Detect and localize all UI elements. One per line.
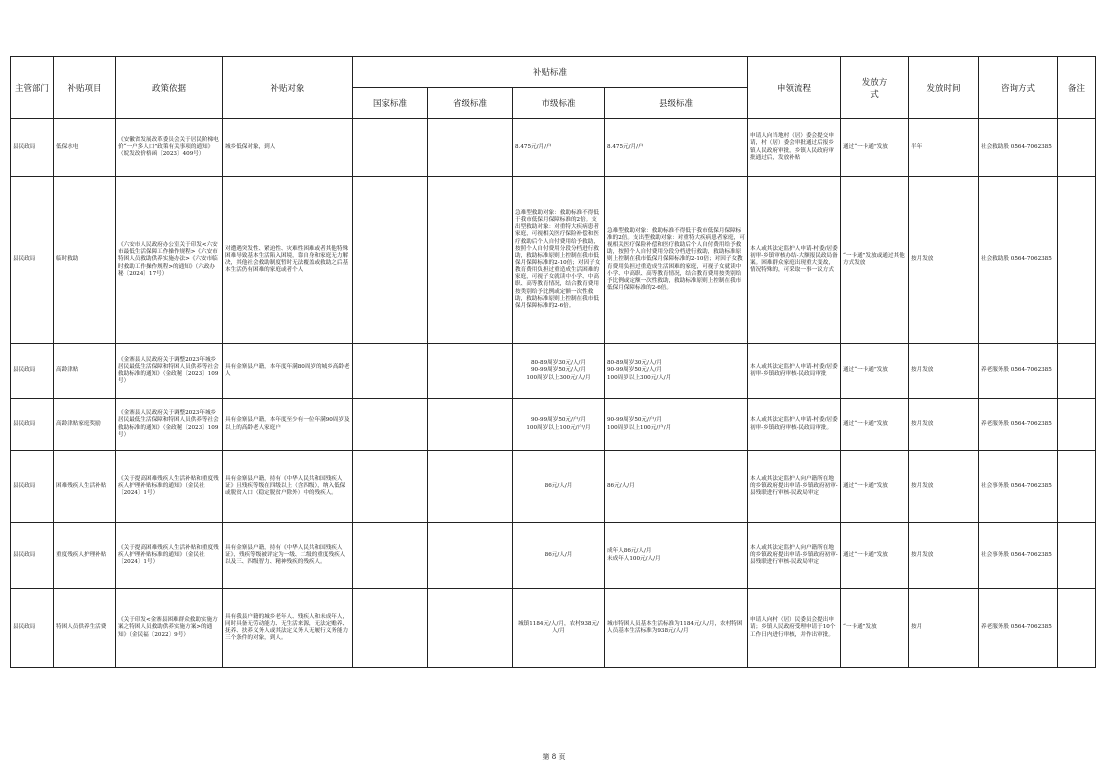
header-dept: 主管部门 [11,57,54,119]
cell-consult: 养老服务股 0564-7062385 [979,589,1058,668]
cell-city: 86元/人/月 [513,451,605,523]
cell-policy: 《六安市人民政府办公室关于印发<六安市最低生活保障工作操作规程>《六安市特困人员救助供养实施办法>《六安市临时救助工作操作规程>的通知》（六政办秘〔2024〕17号） [116,177,223,344]
cell-national [353,523,428,589]
cell-method: 通过“一卡通”发放 [841,399,909,451]
cell-county: 8.475元/月/户 [605,119,748,177]
cell-note [1058,451,1096,523]
cell-dept: 县民政局 [11,119,54,177]
cell-national [353,177,428,344]
table-row [11,399,1096,451]
cell-consult: 社会事务股 0564-7062385 [979,451,1058,523]
cell-note [1058,119,1096,177]
cell-policy: 《关于提高困难残疾人生活补贴和重度残疾人护理补贴标准的通知》（金民社〔2024〕1号） [116,451,223,523]
table-row [11,523,1096,589]
header-county: 县级标准 [605,88,748,119]
cell-national [353,451,428,523]
cell-time: 按月发放 [909,177,979,344]
cell-dept: 县民政局 [11,523,54,589]
cell-provincial [428,523,513,589]
cell-county: 城市特困人员基本生活标准为1184元/人/月，农村特困人员基本生活标准为938元/人/月 [605,589,748,668]
header-note: 备注 [1058,57,1096,119]
cell-method: 通过“一卡通”发放 [841,523,909,589]
cell-method: 通过“一卡通”发放 [841,451,909,523]
cell-item: 低保水电 [54,119,116,177]
cell-note [1058,344,1096,399]
cell-consult: 养老服务股 0564-7062385 [979,399,1058,451]
cell-city: 城镇1184元/人/月，农村938元/人/月 [513,589,605,668]
cell-county: 90-99周岁50元/户/月 100周岁以上100元/户/月 [605,399,748,451]
cell-method: “一卡通”发放或通过其他方式发放 [841,177,909,344]
cell-item: 特困人员供养生活费 [54,589,116,668]
cell-city: 90-99周岁50元/户/月 100周岁以上100元/户/月 [513,399,605,451]
cell-target: 具有金寨县户籍，本年度年满80周岁的城乡高龄老人 [223,344,353,399]
cell-county: 86元/人/月 [605,451,748,523]
cell-time: 按月发放 [909,344,979,399]
cell-national [353,344,428,399]
header-national: 国家标准 [353,88,428,119]
cell-target: 城乡低保对象，到人 [223,119,353,177]
cell-time: 按月发放 [909,451,979,523]
header-provincial: 省级标准 [428,88,513,119]
cell-city: 8.475元/月/户 [513,119,605,177]
table-row [11,177,1096,344]
cell-target: 具有金寨县户籍，本年度至少有一位年满90周岁及以上的高龄老人家庭户 [223,399,353,451]
cell-provincial [428,177,513,344]
cell-consult: 养老服务股 0564-7062385 [979,344,1058,399]
header-target: 补贴对象 [223,57,353,119]
cell-provincial [428,451,513,523]
cell-dept: 县民政局 [11,451,54,523]
cell-provincial [428,589,513,668]
cell-target: 对遭遇突发性、紧迫性、灾难性困难或者其他特殊困难导致基本生活陷入困境，靠自身和家庭无力解决，其他社会救助制度暂时无法覆盖或救助之后基本生活仍有困难的家庭或者个人 [223,177,353,344]
header-standard-group: 补贴标准 [353,57,748,88]
table-row [11,451,1096,523]
cell-time: 半年 [909,119,979,177]
cell-method: “一卡通”发放 [841,589,909,668]
cell-dept: 县民政局 [11,399,54,451]
cell-consult: 社会事务股 0564-7062385 [979,523,1058,589]
cell-national [353,589,428,668]
cell-consult: 社会救助股 0564-7062385 [979,177,1058,344]
cell-target: 具有金寨县户籍，持有《中华人民共和国残疾人证》，残疾等级被评定为一级、二级的重度残疾人以及三、四级智力、精神残疾的残疾人。 [223,523,353,589]
table-row [11,119,1096,177]
cell-policy: 《关于印发<金寨县困难群众救助实施方案之特困人员救助供养实施方案>的通知》（金民福〔2022〕9号） [116,589,223,668]
cell-item: 困难残疾人生活补贴 [54,451,116,523]
cell-target: 具有我县户籍的城乡老年人、残疾人和未成年人，同时具备无劳动能力、无生活来源，无法定赡养、抚养、扶养义务人或其法定义务人无履行义务能力三个条件的对象，到人。 [223,589,353,668]
header-city: 市级标准 [513,88,605,119]
cell-item: 临时救助 [54,177,116,344]
cell-provincial [428,119,513,177]
page-number: 第 8 页 [542,753,566,761]
cell-dept: 县民政局 [11,344,54,399]
cell-item: 高龄津贴家庭奖励 [54,399,116,451]
cell-target: 具有金寨县户籍，持有《中华人民共和国残疾人证》且残疾等级在四级以上（含四级），纳入低保或脱贫人口（稳定脱贫户除外）中的残疾人。 [223,451,353,523]
cell-policy: 《金寨县人民政府关于调整2023年城乡居民最低生活保障和特困人员供养等社会救助标准的通知》（金政秘〔2023〕109号） [116,344,223,399]
header-row [11,57,1096,88]
cell-city: 80-89周岁30元/人/月 90-99周岁50元/人/月 100周岁以上300元/人/月 [513,344,605,399]
cell-time: 按月发放 [909,399,979,451]
cell-process: 本人或其法定监护人向户籍所在地的乡镇政府提出申请-乡镇政府初审-县残联进行审核-民政局审定 [748,523,841,589]
cell-item: 高龄津贴 [54,344,116,399]
cell-provincial [428,344,513,399]
cell-county: 成年人86元/人/月 未成年人100元/人/月 [605,523,748,589]
cell-county: 急难型救助对象：救助标准不得低于我市低保月保障标准的2倍。支出型救助对象：对重特大疾病患者家庭，可视相关医疗保险补偿和医疗救助后个人自付费用给予救助，按照个人自付费用分段分档进行救助，救助标准原则上控制在我市低保月保障标准的2-10倍；对因子女教育费用负担过重造成生活困难的家庭，可视子女就读中小学、中高职、高等教育情况，结合教育费用按类别给予比例或定额一次性救助，救助标准原则上控制在我市低保月保障标准的2-6倍。 [605,177,748,344]
cell-process: 本人或其法定监护人申请-村委/居委初审-乡镇审核办结-大额报民政局备案。困难群众家庭出现重大变故，情况特殊的，可采取一事一议方式 [748,177,841,344]
header-time: 发放时间 [909,57,979,119]
table-row [11,589,1096,668]
cell-national [353,399,428,451]
cell-process: 本人或其法定监护人向户籍所在地的乡镇政府提出申请-乡镇政府初审-县残联进行审核-民政局审定 [748,451,841,523]
cell-method: 通过“一卡通”发放 [841,344,909,399]
header-process: 申领流程 [748,57,841,119]
cell-item: 重度残疾人护理补贴 [54,523,116,589]
header-item: 补贴项目 [54,57,116,119]
header-consult: 咨询方式 [979,57,1058,119]
cell-method: 通过“一卡通”发放 [841,119,909,177]
cell-policy: 《关于提高困难残疾人生活补贴和重度残疾人护理补贴标准的通知》（金民社〔2024〕1号） [116,523,223,589]
cell-process: 本人或其法定监护人申请-村委/居委初审-乡镇政府审核-民政局审批 [748,344,841,399]
cell-dept: 县民政局 [11,177,54,344]
cell-policy: 《安徽省发展改革委员会关于居民阶梯电价“一户多人口”政策有关事项的通知》（皖发改价格函〔2023〕409号） [116,119,223,177]
cell-city: 急难型救助对象：救助标准不得低于我市低保月保障标准的2倍。支出型救助对象：对重特大疾病患者家庭，可视相关医疗保险补偿和医疗救助后个人自付费用给予救助，按照个人自付费用分段分档进行救助，救助标准原则上控制在我市低保月保障标准的2-10倍；对因子女教育费用负担过重造成生活困难的家庭，可视子女就读中小学、中高职、高等教育情况，结合教育费用按类别给予比例或定额一次性救助，救助标准原则上控制在我市低保月保障标准的2-6倍。 [513,177,605,344]
cell-city: 86元/人/月 [513,523,605,589]
cell-policy: 《金寨县人民政府关于调整2023年城乡居民最低生活保障和特困人员供养等社会救助标准的通知》（金政秘〔2023〕109号） [116,399,223,451]
cell-time: 按月 [909,589,979,668]
cell-county: 80-89周岁30元/人/月 90-99周岁50元/人/月 100周岁以上300元/人/月 [605,344,748,399]
header-method: 发放方式 [841,57,909,119]
table-row [11,344,1096,399]
cell-process: 本人或其法定监护人申请-村委/居委初审-乡镇政府审核-民政局审批。 [748,399,841,451]
cell-national [353,119,428,177]
header-policy: 政策依据 [116,57,223,119]
cell-note [1058,589,1096,668]
cell-process: 申请人向当地村（居）委会提交申请，村（居）委会审批通过后报乡镇人民政府审批，乡镇人民政府审批通过后，发放补贴 [748,119,841,177]
cell-consult: 社会救助股 0564-7062385 [979,119,1058,177]
cell-provincial [428,399,513,451]
cell-time: 按月发放 [909,523,979,589]
cell-dept: 县民政局 [11,589,54,668]
cell-note [1058,399,1096,451]
cell-process: 申请人向村（居）民委员会提出申请；乡镇人民政府受理申请于10个工作日内进行审核，并作出审批。 [748,589,841,668]
cell-note [1058,177,1096,344]
subsidy-table [10,56,1096,668]
cell-note [1058,523,1096,589]
